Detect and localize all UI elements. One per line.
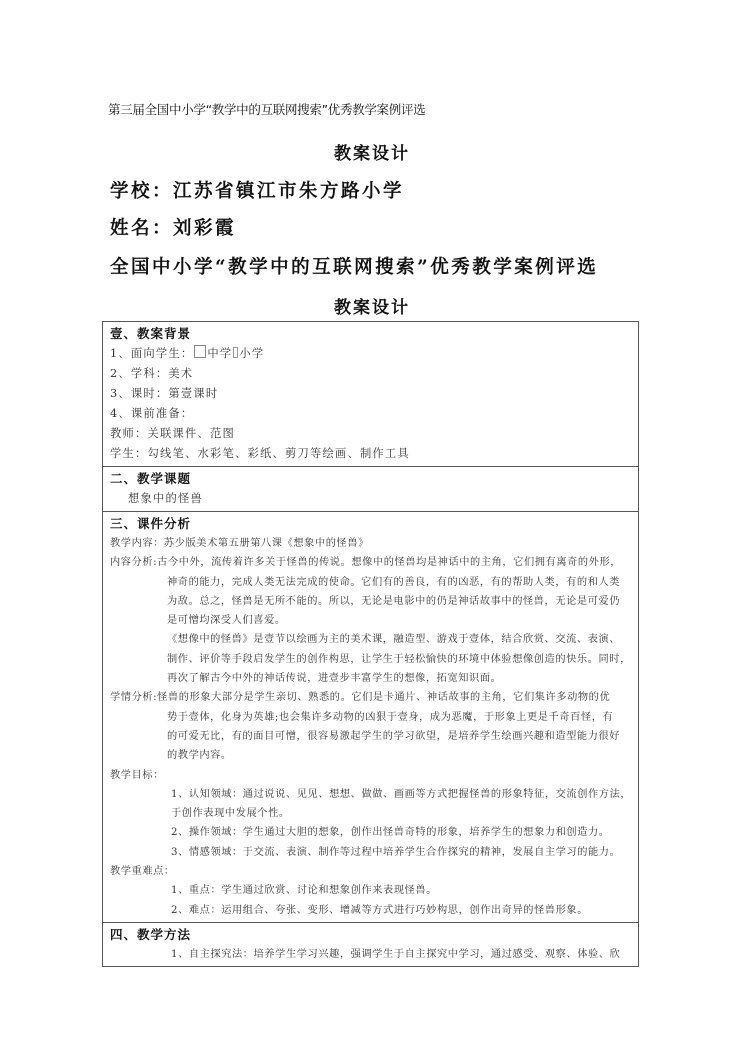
section-methods xyxy=(103,923,638,966)
checkbox-primary-school[interactable] xyxy=(233,347,238,358)
checkbox-middle-school[interactable] xyxy=(194,345,206,358)
section-title: 三、课件分析 xyxy=(110,516,192,531)
content-analysis-line: 《想像中的怪兽》是壹节以绘画为主的美术课，融造型、游戏于壹体，结合欣赏、交流、表演、 xyxy=(167,634,621,646)
section-title: 壹、教案背景 xyxy=(110,326,192,341)
contest-title: 全国中小学“教学中的互联网搜索”优秀教学案例评选 xyxy=(110,257,599,278)
audience-option-primary: 小学 xyxy=(239,347,265,360)
content-analysis-line: 再次了解古今中外的神话传说，进壹步丰富学生的想像，拓宽知识面。 xyxy=(167,673,502,685)
section-background xyxy=(103,322,638,467)
document-title-top: 教案设计 xyxy=(334,144,410,164)
content-analysis-line: 是可憎均深受人们喜爱。 xyxy=(167,615,286,627)
content-analysis-line: 为敌。总之，怪兽是无所不能的。所以，无论是电影中的仍是神话故事中的怪兽，无论是可爱仍 xyxy=(167,595,621,607)
learner-analysis-line: 学情分析:怪兽的形象大部分是学生亲切、熟悉的。它们是卡通片、神话故事的主角，它们集许多动物的优 xyxy=(110,692,611,704)
goal-item: 于创作表现中发展个性。 xyxy=(171,808,290,820)
audience-line xyxy=(110,344,638,364)
content-analysis-line: 神奇的能力，完成人类无法完成的使命。它们有的善良，有的凶恶，有的帮助人类，有的和人类 xyxy=(167,576,621,588)
method-item: 1、自主探究法：培养学生学习兴趣，强调学生于自主探究中学习，通过感受、观察、体验、欣 xyxy=(171,948,621,960)
student-prep-line: 学生：勾线笔、水彩笔、彩纸、剪刀等绘画、制作工具 xyxy=(110,447,410,460)
topic-content: 想象中的怪兽 xyxy=(128,492,203,505)
teacher-prep-line: 教师：关联课件、范图 xyxy=(110,427,235,440)
learner-analysis-line: 势于壹体，化身为英雄;也会集许多动物的凶狠于壹身，成为恶魔，于形象上更是千奇百怪，有 xyxy=(167,711,614,723)
section-topic xyxy=(103,467,638,512)
goals-label: 教学目标： xyxy=(110,769,164,781)
prep-line: 4、课前准备： xyxy=(110,407,194,420)
section-title: 二、教学课题 xyxy=(110,471,192,486)
learner-analysis-line: 的可爱无比，有的面目可憎，很容易激起学生的学习欲望，是培养学生绘画兴趣和造型能力很好 xyxy=(167,730,621,742)
learner-analysis-line: 的教学内容。 xyxy=(167,750,232,762)
goal-item: 1、认知领域：通过说说、见见、想想、做做、画画等方式把握怪兽的形象特征，交流创作方法， xyxy=(171,788,632,800)
section-title: 四、教学方法 xyxy=(110,926,192,942)
period-line: 3、课时：第壹课时 xyxy=(110,387,219,400)
keypoint-item: 1、重点：学生通过欣赏、讨论和想象创作来表现怪兽。 xyxy=(171,885,437,897)
document-title-main: 教案设计 xyxy=(334,298,410,318)
school-label: 学校：江苏省镇江市朱方路小学 xyxy=(110,181,405,202)
content-analysis-line: 制作、评价等手段启发学生的创作构思，让学生于轻松愉快的环境中体验想像创造的快乐。同时， xyxy=(167,653,631,665)
subject-line: 2、学科：美术 xyxy=(110,367,194,380)
teaching-content-line: 教学内容：苏少版美术第五册第八课《想象中的怪兽》 xyxy=(110,538,369,549)
author-name-label: 姓名：刘彩霞 xyxy=(110,218,237,239)
goal-item: 2、操作领域：学生通过大胆的想象，创作出怪兽奇特的形象，培养学生的想象力和创造力。 xyxy=(171,827,610,839)
audience-option-middle: 中学 xyxy=(207,347,233,360)
audience-label: 1、面向学生： xyxy=(110,347,194,360)
content-analysis-line: 内容分析:古今中外，流传着许多关于怪兽的传说。想像中的怪兽均是神话中的主角，它们拥有离奇的外形， xyxy=(110,557,622,569)
keypoints-label: 教学重难点： xyxy=(110,866,175,878)
keypoint-item: 2、难点：运用组合、夸张、变形、增减等方式进行巧妙构思，创作出奇异的怪兽形象。 xyxy=(171,904,589,916)
section-analysis xyxy=(103,512,638,923)
document-header-line: 第三届全国中小学“教学中的互联网搜索”优秀教学案例评选 xyxy=(108,102,426,117)
lesson-plan-table xyxy=(102,321,639,967)
goal-item: 3、情感领域：于交流、表演、制作等过程中培养学生合作探究的精神，发展自主学习的能力。 xyxy=(171,846,621,858)
